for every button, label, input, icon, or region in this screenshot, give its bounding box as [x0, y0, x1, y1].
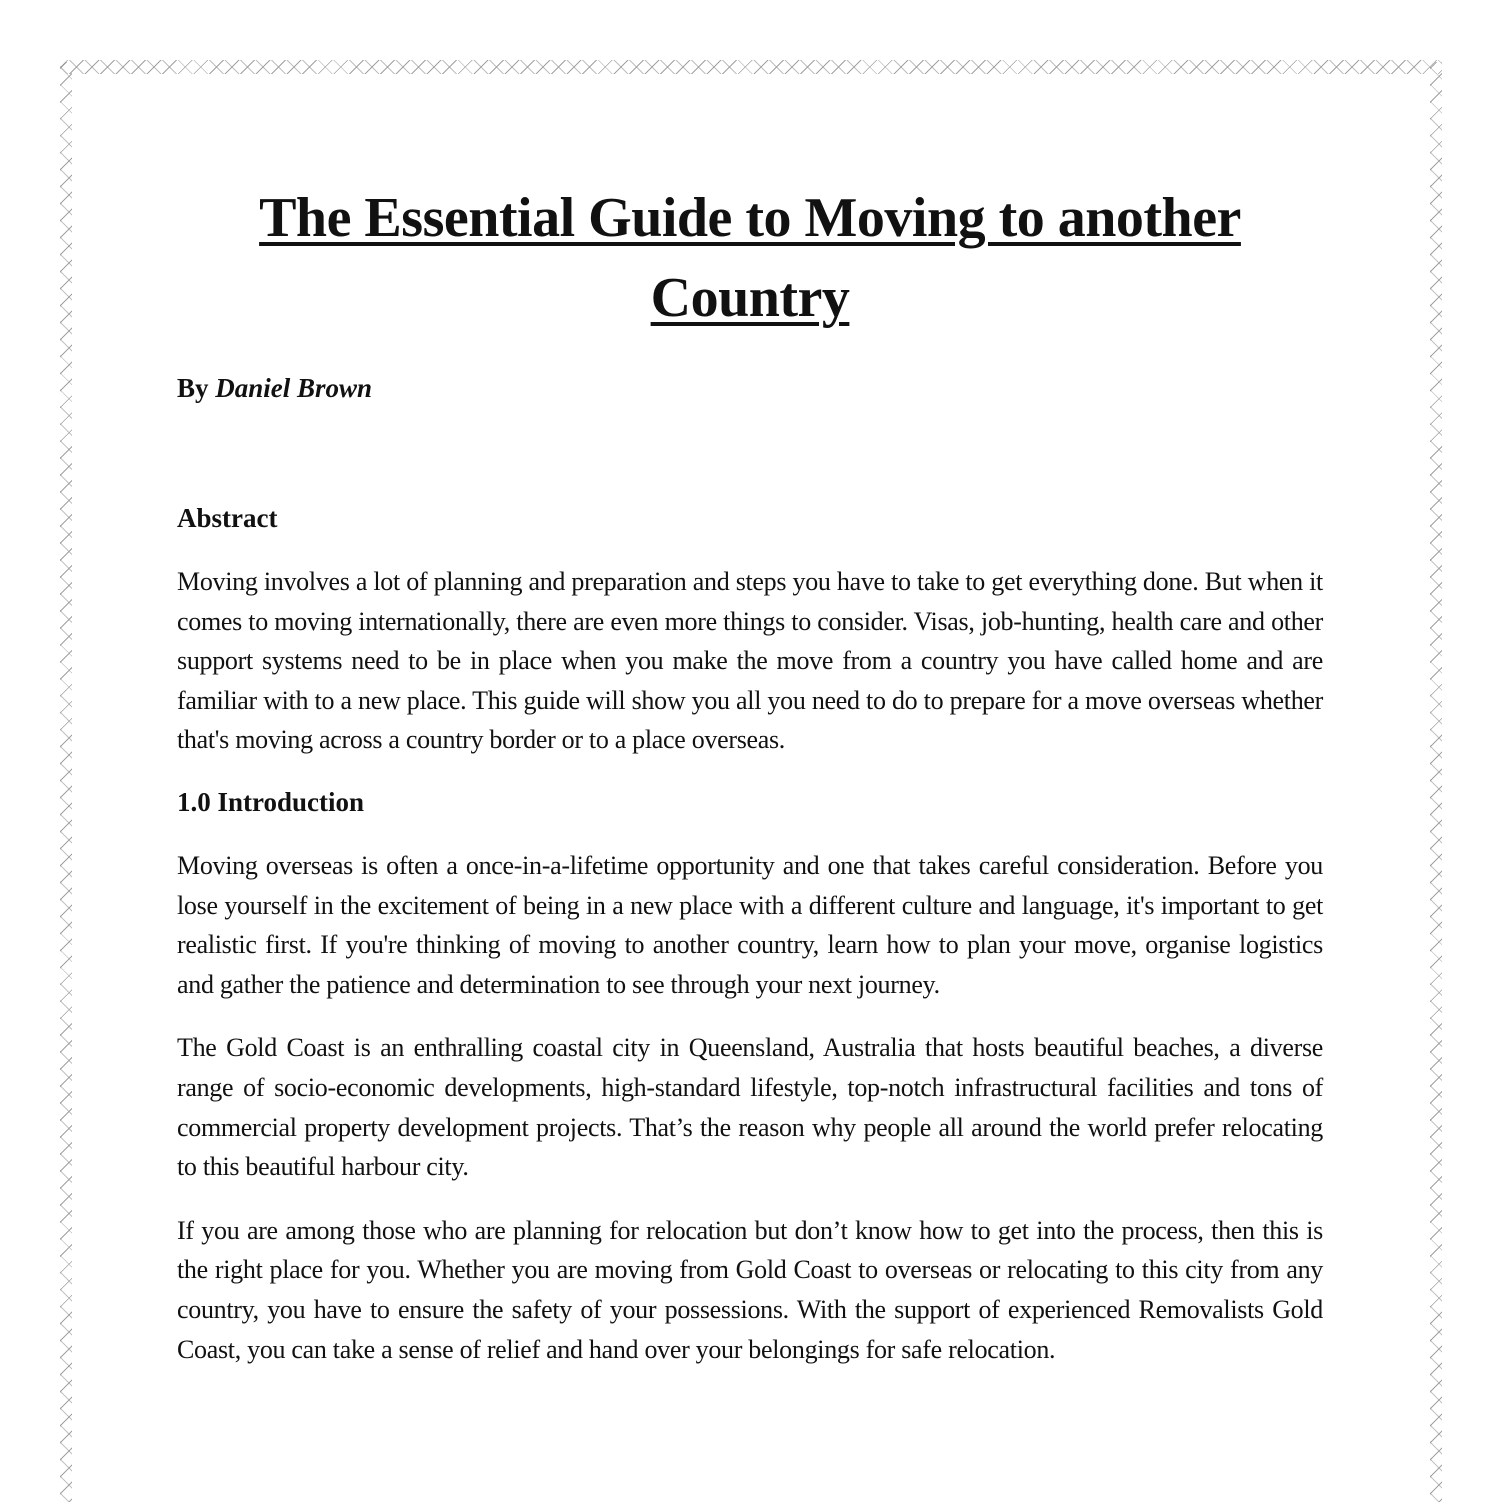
abstract-heading: Abstract [177, 503, 278, 533]
intro-paragraph-3: If you are among those who are planning for relocation but don’t know how to get into the process, then this is the right place for you. Whether you are moving from Gold Coast to overseas or relocating to this city from any country, you have to ensure the safety of your possessions. With the support of experienced Removalists Gold Coast, you can take a sense of relief and hand over your belongings for safe relocation. [177, 1215, 1323, 1364]
decorative-border-right [1430, 62, 1442, 1502]
introduction-heading: 1.0 Introduction [177, 786, 365, 817]
decorative-border-left [60, 62, 72, 1502]
document-page [177, 178, 1323, 1369]
intro-paragraph-2: The Gold Coast is an enthralling coastal city in Queensland, Australia that hosts beautiful beaches, a diverse range of socio-economic developments, high-standard lifestyle, top-notch infrastructural facilities and tons of commercial property development projects. That’s the reason why people all around the world prefer relocating to this beautiful harbour city. [177, 1033, 1323, 1182]
document-title: The Essential Guide to Moving to another Country [259, 187, 1241, 329]
byline [177, 368, 1323, 408]
author-name: Daniel Brown [215, 373, 373, 403]
decorative-border-top [60, 60, 1442, 74]
abstract-paragraph: Moving involves a lot of planning and preparation and steps you have to take to get everything done. But when it comes to moving internationally, there are even more things to consider. Visas, job-hunting, health care and other support systems need to be in place when you make the move from a country you have called home and are familiar with to a new place. This guide will show you all you need to do to prepare for a move overseas whether that's moving across a country border or to a place overseas. [177, 567, 1323, 755]
byline-prefix: By [177, 373, 216, 403]
intro-paragraph-1: Moving overseas is often a once-in-a-lifetime opportunity and one that takes careful consideration. Before you lose yourself in the excitement of being in a new place with a different culture and language, it's important to get realistic first. If you're thinking of moving to another country, learn how to plan your move, organise logistics and gather the patience and determination to see through your next journey. [177, 850, 1323, 999]
